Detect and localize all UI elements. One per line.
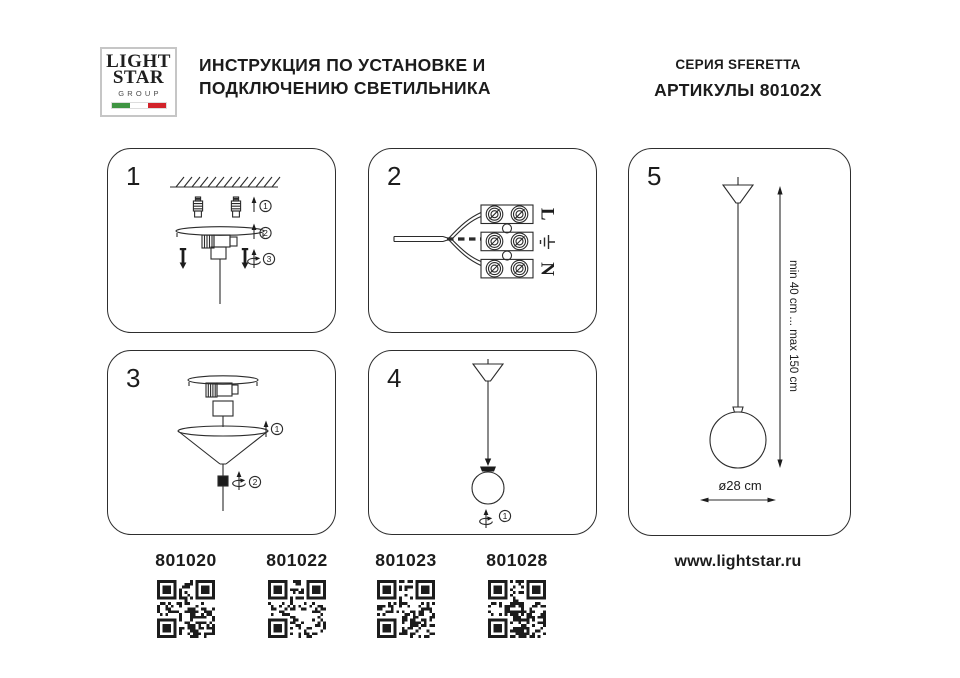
cable-connector bbox=[213, 401, 233, 416]
logo-word-light: LIGHT bbox=[106, 51, 171, 72]
glass-sphere bbox=[472, 472, 504, 504]
cone-shade bbox=[178, 426, 268, 464]
rotate-icon bbox=[233, 471, 246, 490]
cone-shade bbox=[723, 177, 753, 203]
ground-symbol-icon bbox=[541, 235, 556, 249]
dimensions-panel bbox=[628, 148, 851, 536]
ceiling-hatch bbox=[170, 177, 280, 187]
logo-word-group: GROUP bbox=[118, 89, 162, 98]
panel-number: 2 bbox=[387, 161, 402, 191]
cone-shade bbox=[473, 359, 503, 381]
step-number-2: 2 bbox=[263, 228, 268, 238]
panel-number: 1 bbox=[126, 161, 141, 191]
sphere-cap bbox=[733, 407, 743, 412]
qr-code bbox=[377, 580, 435, 638]
qr-code bbox=[488, 580, 546, 638]
flag-green bbox=[112, 103, 130, 108]
step-panel-4 bbox=[368, 350, 597, 535]
italian-flag-icon bbox=[111, 102, 167, 109]
step-number-3: 3 bbox=[266, 254, 272, 264]
step-panel-1 bbox=[107, 148, 336, 333]
glass-sphere bbox=[710, 412, 766, 468]
wall-anchor-right bbox=[231, 197, 240, 217]
sphere-cap bbox=[480, 467, 496, 472]
arrow-down-icon bbox=[485, 459, 491, 467]
rotate-icon bbox=[248, 249, 261, 268]
sphere-assembly-diagram bbox=[369, 351, 596, 533]
qr-code bbox=[157, 580, 215, 638]
flag-white bbox=[130, 103, 148, 108]
wall-anchor-left bbox=[193, 197, 202, 217]
lightstar-logo bbox=[100, 47, 177, 117]
article-code: 801022 bbox=[266, 550, 328, 570]
article-code: 801028 bbox=[486, 550, 548, 570]
title-line-1: ИНСТРУКЦИЯ ПО УСТАНОВКЕ И bbox=[199, 55, 486, 75]
step-panel-2 bbox=[368, 148, 597, 333]
neutral-wire bbox=[449, 239, 481, 266]
qr-code bbox=[268, 580, 326, 638]
terminal-block bbox=[481, 205, 533, 278]
canopy-bracket bbox=[188, 376, 258, 427]
series-block bbox=[640, 57, 836, 101]
website-url: www.lightstar.ru bbox=[674, 553, 802, 570]
step-number-1: 1 bbox=[263, 201, 268, 211]
article-column bbox=[346, 550, 466, 638]
panel-number: 4 bbox=[387, 363, 402, 393]
article-column bbox=[237, 550, 357, 638]
article-column bbox=[457, 550, 577, 638]
height-dimension bbox=[777, 186, 799, 468]
canopy-assembly-diagram bbox=[108, 351, 335, 533]
height-range-label: min 40 cm ... max 150 cm bbox=[787, 260, 799, 392]
mounting-screw-left bbox=[180, 248, 187, 269]
panel-number: 3 bbox=[126, 363, 141, 393]
cord-grip bbox=[218, 464, 228, 511]
terminal-label-live: L bbox=[536, 207, 558, 221]
step-number-1: 1 bbox=[502, 511, 508, 521]
wiring-diagram bbox=[369, 149, 596, 331]
articles-label: АРТИКУЛЫ 80102X bbox=[654, 80, 822, 100]
series-label: СЕРИЯ SFERETTA bbox=[675, 57, 801, 72]
diameter-label: ø28 cm bbox=[718, 478, 762, 493]
article-column bbox=[126, 550, 246, 638]
arrow-up-icon bbox=[252, 224, 257, 240]
article-code: 801023 bbox=[375, 550, 437, 570]
title-line-2: ПОДКЛЮЧЕНИЮ СВЕТИЛЬНИКА bbox=[199, 78, 491, 98]
panel-number: 5 bbox=[647, 161, 662, 191]
mounting-screw-right bbox=[242, 248, 249, 269]
live-wire bbox=[449, 213, 481, 241]
supply-cable bbox=[394, 213, 481, 266]
logo-word-star: STAR bbox=[112, 67, 165, 88]
terminal-screws bbox=[486, 206, 528, 277]
flag-red bbox=[148, 103, 166, 108]
ceiling-mount-diagram bbox=[108, 149, 335, 331]
diameter-dimension bbox=[700, 478, 776, 502]
rotate-icon bbox=[480, 509, 493, 528]
pendant-dimensions-diagram bbox=[629, 149, 850, 534]
arrow-up-icon bbox=[252, 197, 257, 213]
canopy-bracket bbox=[176, 227, 264, 304]
step-number-1: 1 bbox=[274, 424, 280, 434]
step-panel-3 bbox=[107, 350, 336, 535]
terminal-label-neutral: N bbox=[536, 262, 558, 276]
page-title bbox=[199, 54, 491, 100]
step-number-2: 2 bbox=[252, 477, 258, 487]
article-code: 801020 bbox=[155, 550, 217, 570]
